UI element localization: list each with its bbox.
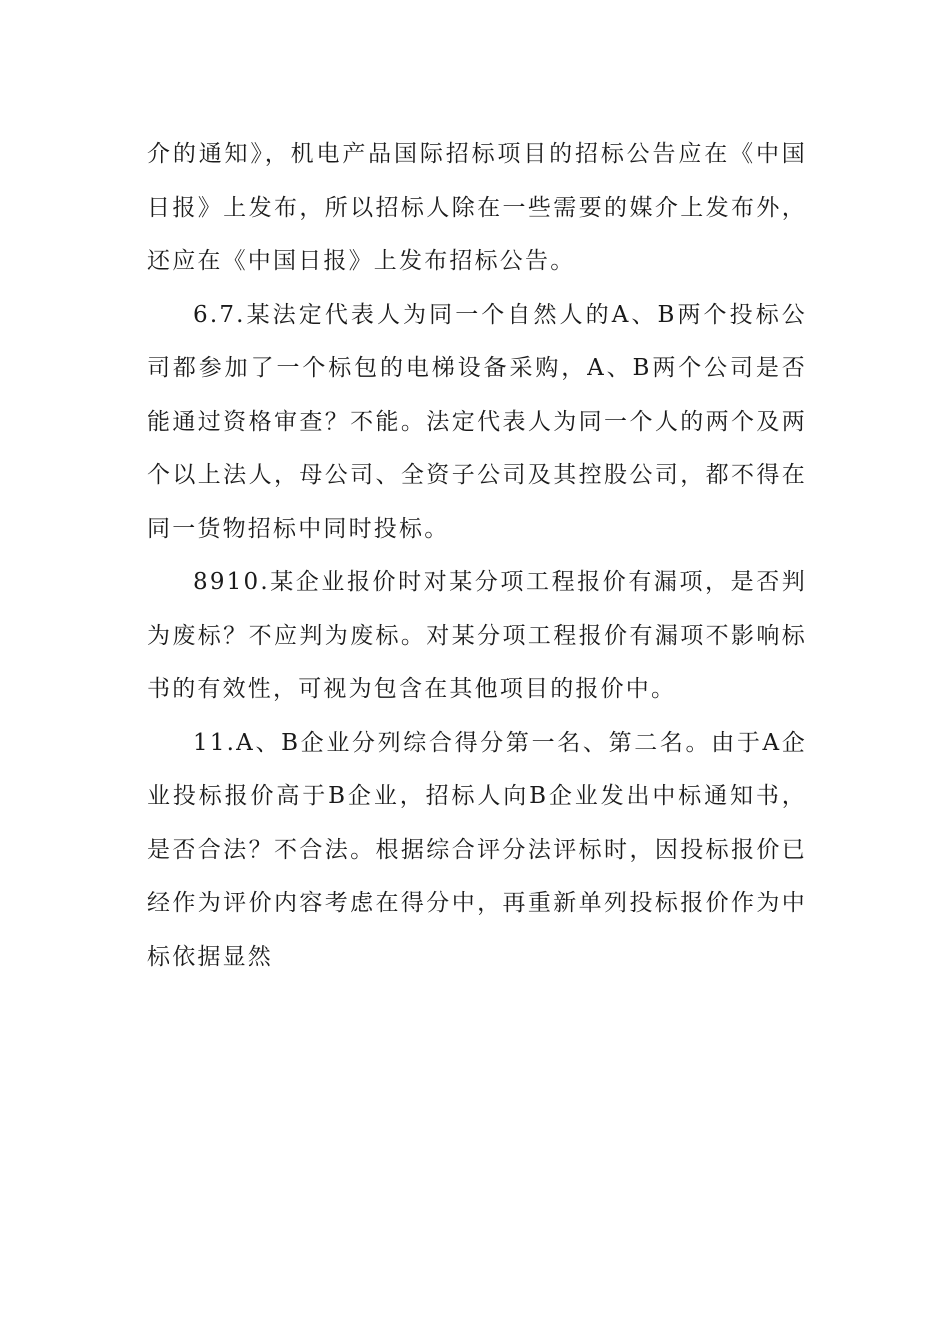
document-body — [147, 128, 807, 984]
paragraph-item-6-7: 6.7.某法定代表人为同一个自然人的A、B两个投标公司都参加了一个标包的电梯设备采购，A、B两个公司是否能通过资格审查？不能。法定代表人为同一个人的两个及两个以上法人，母公司、全资子公司及其控股公司，都不得在同一货物招标中同时投标。 — [147, 301, 807, 542]
paragraph-item-8910: 8910.某企业报价时对某分项工程报价有漏项，是否判为废标？不应判为废标。对某分项工程报价有漏项不影响标书的有效性，可视为包含在其他项目的报价中。 — [147, 569, 807, 702]
paragraph-continuation: 介的通知》，机电产品国际招标项目的招标公告应在《中国日报》上发布，所以招标人除在一些需要的媒介上发布外，还应在《中国日报》上发布招标公告。 — [147, 141, 807, 274]
paragraph-item-11: 11.A、B企业分列综合得分第一名、第二名。由于A企业投标报价高于B企业，招标人向B企业发出中标通知书，是否合法？不合法。根据综合评分法评标时，因投标报价已经作为评价内容考虑在得分中，再重新单列投标报价作为中标依据显然 — [147, 729, 807, 970]
